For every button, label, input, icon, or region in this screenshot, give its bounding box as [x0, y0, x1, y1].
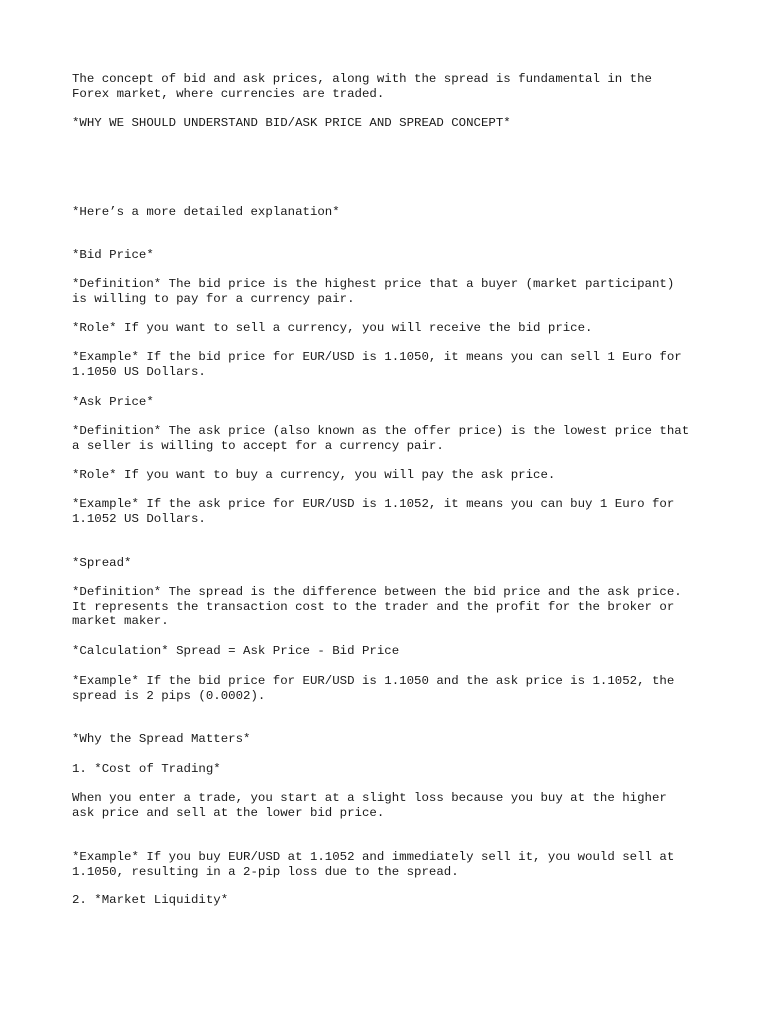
spread-example: *Example* If the bid price for EUR/USD is 1.1050 and the ask price is 1.1052, the spread is 2 pips (0.0002). — [72, 674, 675, 703]
ask-role: *Role* If you want to buy a currency, you will pay the ask price. — [72, 468, 556, 482]
cost-of-trading-text: When you enter a trade, you start at a slight loss because you buy at the higher ask price and sell at the lower bid price. — [72, 791, 667, 820]
cost-of-trading-title: 1. *Cost of Trading* — [72, 762, 221, 776]
market-liquidity-title: 2. *Market Liquidity* — [72, 893, 229, 907]
matters-heading: *Why the Spread Matters* — [72, 732, 251, 746]
spread-calculation: *Calculation* Spread = Ask Price - Bid Price — [72, 644, 400, 658]
spread-definition: *Definition* The spread is the difference between the bid price and the ask price. It represents the transaction cost to the trader and the profit for the broker or market maker. — [72, 585, 682, 629]
spread-heading: *Spread* — [72, 556, 132, 570]
bid-heading: *Bid Price* — [72, 248, 154, 262]
ask-example: *Example* If the ask price for EUR/USD is 1.1052, it means you can buy 1 Euro for 1.1052 US Dollars. — [72, 497, 675, 526]
why-heading: *WHY WE SHOULD UNDERSTAND BID/ASK PRICE AND SPREAD CONCEPT* — [72, 116, 511, 130]
intro-paragraph: The concept of bid and ask prices, along with the spread is fundamental in the Forex market, where currencies are traded. — [72, 72, 652, 101]
bid-definition: *Definition* The bid price is the highest price that a buyer (market participant) is willing to pay for a currency pair. — [72, 277, 675, 306]
explanation-heading: *Here’s a more detailed explanation* — [72, 205, 340, 219]
ask-heading: *Ask Price* — [72, 395, 154, 409]
bid-role: *Role* If you want to sell a currency, you will receive the bid price. — [72, 321, 593, 335]
ask-definition: *Definition* The ask price (also known as the offer price) is the lowest price that a seller is willing to accept for a currency pair. — [72, 424, 690, 453]
cost-of-trading-example: *Example* If you buy EUR/USD at 1.1052 and immediately sell it, you would sell at 1.1050, resulting in a 2-pip loss due to the spread. — [72, 850, 675, 879]
bid-example: *Example* If the bid price for EUR/USD is 1.1050, it means you can sell 1 Euro for 1.1050 US Dollars. — [72, 350, 682, 379]
